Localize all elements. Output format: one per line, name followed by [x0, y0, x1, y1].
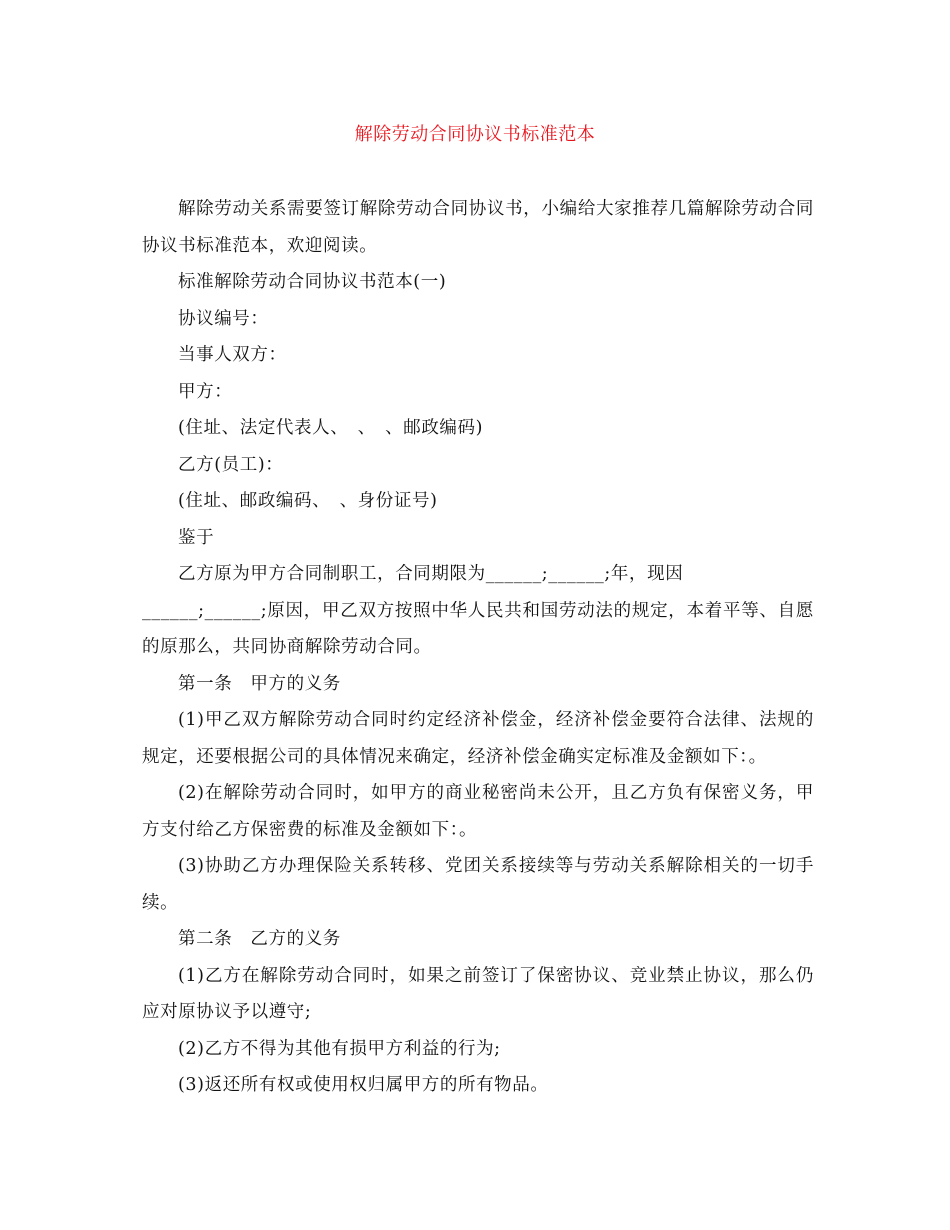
parties-label: 当事人双方：: [178, 345, 287, 365]
whereas-label: 鉴于: [178, 527, 215, 548]
party-a-details: (住址、法定代表人、 、 、邮政编码): [178, 418, 484, 438]
document-body: [142, 191, 814, 1104]
party-b-details: (住址、邮政编码、 、身份证号): [178, 491, 438, 511]
article-two-item-2: (2)乙方不得为其他有损甲方利益的行为;: [178, 1038, 501, 1059]
article-one-item-2: (2)在解除劳动合同时，如甲方的商业秘密尚未公开，且乙方负有保密义务，甲方支付给乙方保密费的标准及金额如下：。: [142, 783, 814, 840]
article-two-item-1: (1)乙方在解除劳动合同时，如果之前签订了保密协议、竞业禁止协议，那么仍应对原协议予以遵守;: [142, 965, 814, 1022]
termination-reason-paragraph: ______;______;原因，甲乙双方按照中华人民共和国劳动法的规定，本着平等、自愿的原那么，共同协商解除劳动合同。: [142, 600, 814, 657]
party-b-label: 乙方(员工)：: [178, 454, 284, 475]
article-one-heading: 第一条 甲方的义务: [178, 673, 341, 694]
sample-heading: 标准解除劳动合同协议书范本(一): [178, 272, 447, 292]
article-two-item-3: (3)返还所有权或使用权归属甲方的所有物品。: [178, 1075, 549, 1095]
party-a-label: 甲方：: [178, 381, 233, 402]
intro-paragraph: 解除劳动关系需要签订解除劳动合同协议书，小编给大家推荐几篇解除劳动合同协议书标准范本，欢迎阅读。: [142, 199, 814, 256]
article-one-item-1: (1)甲乙双方解除劳动合同时约定经济补偿金，经济补偿金要符合法律、法规的规定，还要根据公司的具体情况来确定，经济补偿金确实定标准及金额如下：。: [142, 710, 814, 767]
article-two-heading: 第二条 乙方的义务: [178, 929, 341, 949]
contract-term-line: 乙方原为甲方合同制职工，合同期限为______;______;年，现因: [178, 564, 684, 584]
document-title: 解除劳动合同协议书标准范本: [354, 124, 596, 145]
article-one-item-3: (3)协助乙方办理保险关系转移、党团关系接续等与劳动关系解除相关的一切手续。: [142, 856, 814, 913]
agreement-number-label: 协议编号：: [178, 308, 269, 329]
